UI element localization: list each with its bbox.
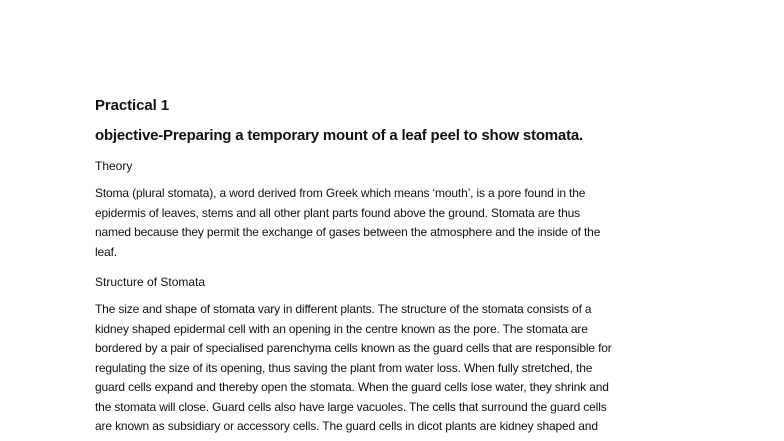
practical-title: Practical 1 xyxy=(95,97,169,114)
theory-paragraph xyxy=(95,184,695,262)
theory-line: epidermis of leaves, stems and all other plant parts found above the ground. Stomata are thus xyxy=(95,205,581,220)
theory-line: Stoma (plural stomata), a word derived from Greek which means ‘mouth’, is a pore found in the xyxy=(95,186,586,200)
theory-line: named because they permit the exchange of gases between the atmosphere and the inside of the xyxy=(95,225,601,239)
structure-line: regulating the size of its opening, thus saving the plant from water loss. When fully stretched, the xyxy=(95,360,593,375)
structure-paragraph xyxy=(95,300,695,437)
structure-line: The size and shape of stomata vary in different plants. The structure of the stomata consists of a xyxy=(95,302,592,316)
document-body xyxy=(95,96,695,437)
structure-line: guard cells expand and thereby open the stomata. When the guard cells lose water, they shrink and xyxy=(95,380,609,394)
structure-line: kidney shaped epidermal cell with an opening in the centre known as the pore. The stomata are xyxy=(95,321,588,336)
objective-heading: objective-Preparing a temporary mount of a leaf peel to show stomata. xyxy=(95,127,583,144)
theory-heading: Theory xyxy=(95,159,133,173)
theory-line: leaf. xyxy=(95,244,117,259)
structure-line: are known as subsidiary or accessory cells. The guard cells in dicot plants are kidney shaped and xyxy=(95,419,598,433)
structure-line: bordered by a pair of specialised parenchyma cells known as the guard cells that are responsible for xyxy=(95,341,612,355)
structure-heading: Structure of Stomata xyxy=(95,275,206,289)
structure-line: the stomata will close. Guard cells also have large vacuoles. The cells that surround the guard cells xyxy=(95,399,607,414)
